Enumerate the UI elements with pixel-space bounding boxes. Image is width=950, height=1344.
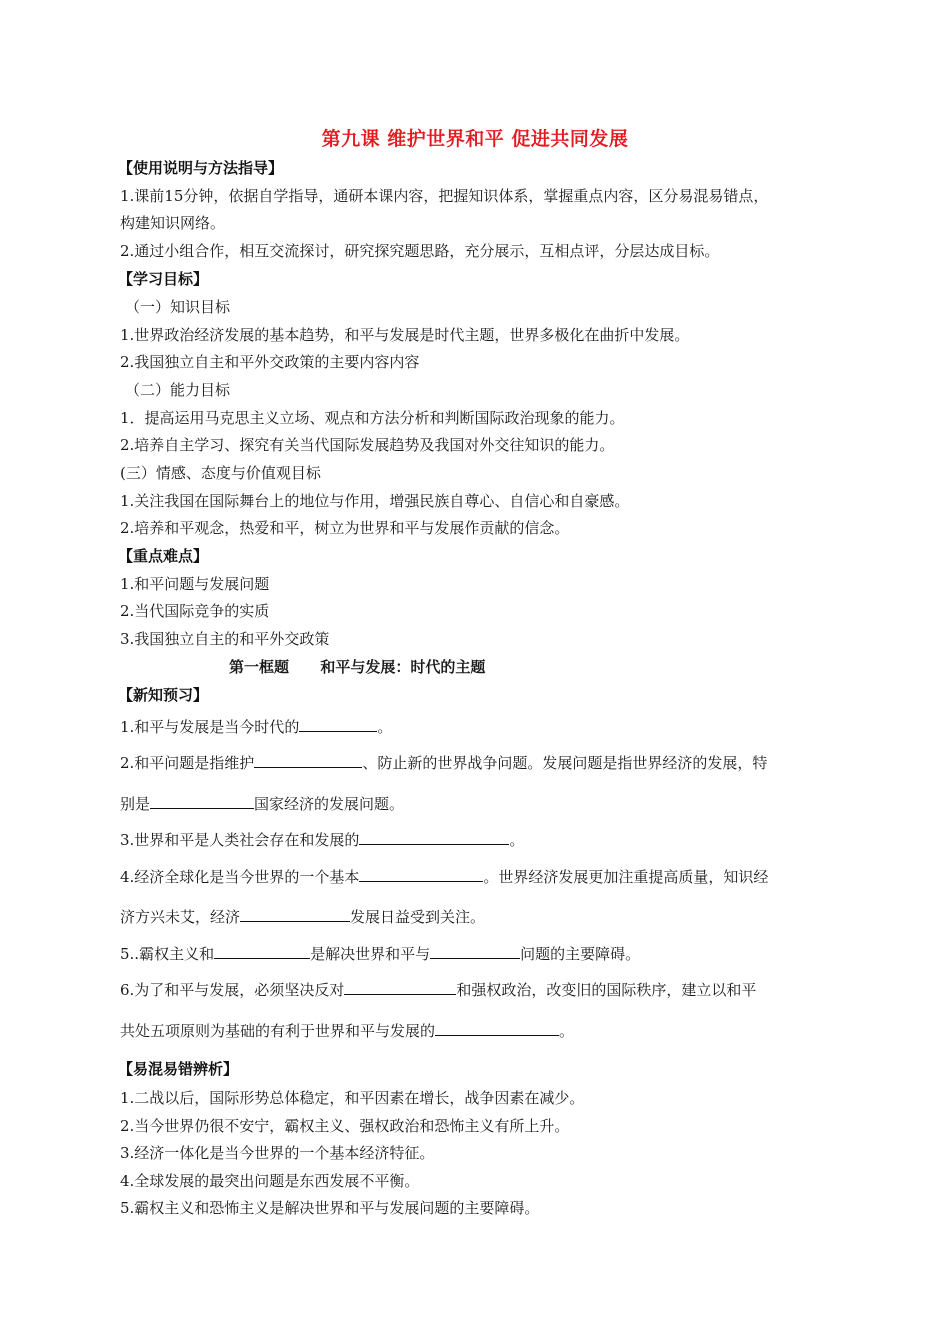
preview-question-3: 3.世界和平是人类社会存在和发展的 。 [120, 831, 525, 849]
emotion-goal-title: (三）情感、态度与价值观目标 [120, 464, 321, 482]
fill-blank[interactable] [150, 794, 254, 809]
keypoints-heading: 【重点难点】 [118, 547, 209, 565]
usage-line-1b: 构建知识网络。 [120, 214, 226, 232]
usage-line-1a: 1.课前15分钟，依据自学指导，通研本课内容，把握知识体系，掌握重点内容，区分易混易错点， [120, 187, 769, 205]
emotion-goal-2: 2.培养和平观念，热爱和平，树立为世界和平与发展作贡献的信念。 [120, 519, 570, 537]
keypoint-1: 1.和平问题与发展问题 [120, 575, 270, 593]
confusion-item-5: 5.霸权主义和恐怖主义是解决世界和平与发展问题的主要障碍。 [120, 1199, 540, 1217]
preview-question-4: 4.经济全球化是当今世界的一个基本 。世界经济发展更加注重提高质量，知识经 [120, 868, 769, 886]
fill-blank[interactable] [214, 944, 310, 959]
section-subtitle: 第一框题 和平与发展：时代的主题 [229, 658, 486, 676]
knowledge-goal-2: 2.我国独立自主和平外交政策的主要内容内容 [120, 353, 420, 371]
confusion-heading: 【易混易错辨析】 [118, 1060, 239, 1078]
knowledge-goal-title: （一）知识目标 [125, 298, 231, 316]
fill-blank[interactable] [435, 1021, 559, 1036]
fill-blank[interactable] [254, 753, 362, 768]
objectives-heading: 【学习目标】 [118, 270, 209, 288]
preview-question-6-cont: 共处五项原则为基础的有利于世界和平与发展的 。 [120, 1022, 575, 1040]
ability-goal-1: 1．提高运用马克思主义立场、观点和方法分析和判断国际政治现象的能力。 [120, 409, 625, 427]
usage-line-2: 2.通过小组合作，相互交流探讨，研究探究题思路，充分展示，互相点评，分层达成目标。 [120, 242, 720, 260]
fill-blank[interactable] [359, 830, 509, 845]
preview-question-6: 6.为了和平与发展，必须坚决反对 和强权政治，改变旧的国际秩序，建立以和平 [120, 981, 757, 999]
preview-heading: 【新知预习】 [118, 686, 209, 704]
usage-heading: 【使用说明与方法指导】 [118, 159, 284, 177]
fill-blank[interactable] [359, 867, 483, 882]
confusion-item-4: 4.全球发展的最突出问题是东西发展不平衡。 [120, 1172, 420, 1190]
fill-blank[interactable] [299, 717, 377, 732]
fill-blank[interactable] [344, 980, 456, 995]
preview-question-5: 5..霸权主义和 是解决世界和平与 问题的主要障碍。 [120, 945, 641, 963]
preview-question-2: 2.和平问题是指维护 、防止新的世界战争问题。发展问题是指世界经济的发展，特 [120, 754, 768, 772]
preview-question-2-cont: 别是 国家经济的发展问题。 [120, 795, 405, 813]
keypoint-3: 3.我国独立自主的和平外交政策 [120, 630, 330, 648]
fill-blank[interactable] [430, 944, 520, 959]
fill-blank[interactable] [240, 907, 350, 922]
lesson-title: 第九课 维护世界和平 促进共同发展 [321, 128, 629, 150]
emotion-goal-1: 1.关注我国在国际舞台上的地位与作用，增强民族自尊心、自信心和自豪感。 [120, 492, 630, 510]
confusion-item-2: 2.当今世界仍很不安宁，霸权主义、强权政治和恐怖主义有所上升。 [120, 1117, 570, 1135]
confusion-item-1: 1.二战以后，国际形势总体稳定，和平因素在增长，战争因素在减少。 [120, 1089, 585, 1107]
confusion-item-3: 3.经济一体化是当今世界的一个基本经济特征。 [120, 1144, 435, 1162]
preview-question-4-cont: 济方兴未艾，经济 发展日益受到关注。 [120, 908, 486, 926]
preview-question-1: 1.和平与发展是当今时代的 。 [120, 718, 393, 736]
ability-goal-title: （二）能力目标 [125, 381, 231, 399]
knowledge-goal-1: 1.世界政治经济发展的基本趋势，和平与发展是时代主题，世界多极化在曲折中发展。 [120, 326, 690, 344]
keypoint-2: 2.当代国际竞争的实质 [120, 602, 270, 620]
ability-goal-2: 2.培养自主学习、探究有关当代国际发展趋势及我国对外交往知识的能力。 [120, 436, 615, 454]
